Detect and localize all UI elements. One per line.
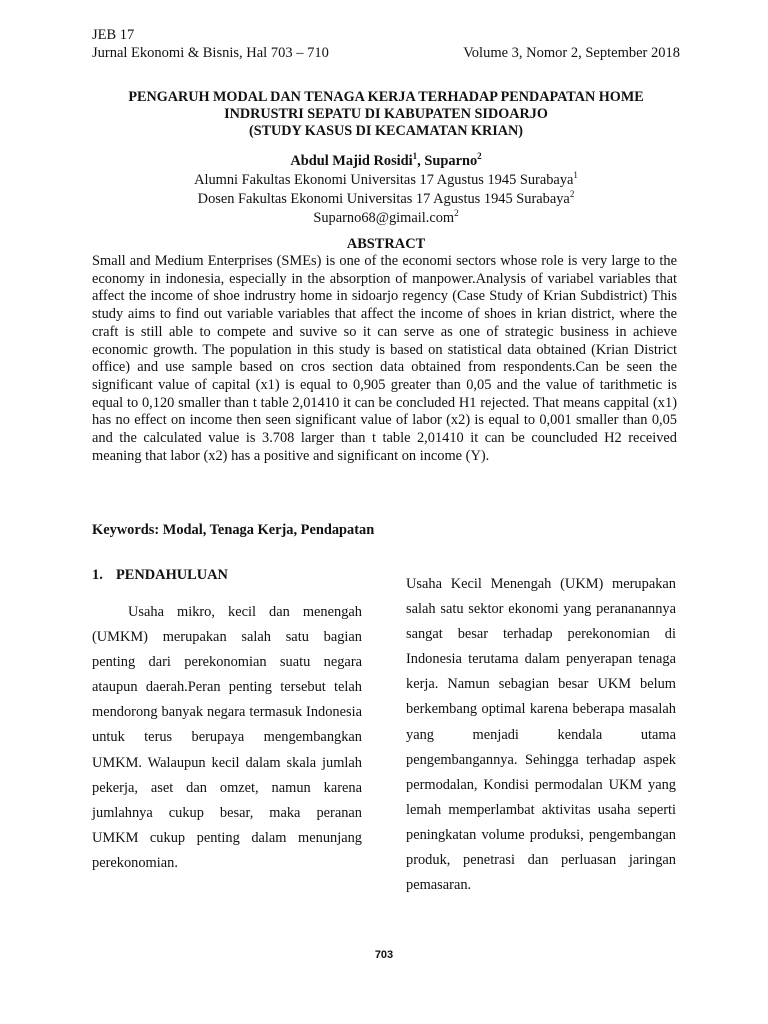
section-title: PENDAHULUAN xyxy=(116,567,228,583)
author-1-sup: 1 xyxy=(412,151,418,162)
author-names xyxy=(92,152,680,171)
section-heading xyxy=(92,567,362,584)
left-column xyxy=(92,567,362,876)
affiliation-2-sup: 2 xyxy=(569,189,575,200)
email-sup: 2 xyxy=(454,208,459,219)
author-email xyxy=(92,209,680,228)
section-number: 1. xyxy=(92,567,103,583)
affiliation-1-sup: 1 xyxy=(573,170,578,181)
intro-paragraph-right: Usaha Kecil Menengah (UKM) merupakan salah satu sektor ekonomi yang perananannya sangat besar terhadap perekonomian di Indonesia terutama dalam penyerapan tenaga kerja. Namun sebagian besar UKM belum berkembang optimal karena beberapa masalah yang menjadi kendala utama pengembangannya. Sehingga terhadap aspek permodalan, Kondisi permodalan UKM yang lemah memperlambat aktivitas usaha seperti peningkatan volume produksi, pengembangan produk, penetrasi dan perluasan jaringan pemasaran. xyxy=(406,576,676,894)
journal-code: JEB 17 xyxy=(92,27,135,43)
abstract-heading: ABSTRACT xyxy=(346,236,426,252)
affiliation-1 xyxy=(92,171,680,190)
affiliation-2-text: Dosen Fakultas Ekonomi Universitas 17 Agustus 1945 Surabaya xyxy=(197,191,570,207)
title-line-1: PENGARUH MODAL DAN TENAGA KERJA TERHADAP PENDAPATAN HOME xyxy=(128,89,644,105)
volume-info: Volume 3, Nomor 2, September 2018 xyxy=(463,45,680,61)
author-block xyxy=(92,152,680,228)
title-line-3: (STUDY KASUS DI KECAMATAN KRIAN) xyxy=(248,123,524,139)
author-1-name: Abdul Majid Rosidi xyxy=(290,153,413,169)
email-text: Suparno68@gimail.com xyxy=(313,210,455,226)
keywords: Keywords: Modal, Tenaga Kerja, Pendapatan xyxy=(92,522,375,538)
right-column xyxy=(406,572,676,898)
title-line-2: INDRUSTRI SEPATU DI KABUPATEN SIDOARJO xyxy=(224,106,548,122)
paper-title xyxy=(92,89,680,140)
author-2-sup: 2 xyxy=(477,151,482,162)
running-header xyxy=(92,26,680,62)
author-2-name: Suparno xyxy=(424,153,478,169)
journal-line: Jurnal Ekonomi & Bisnis, Hal 703 – 710 xyxy=(92,45,329,61)
affiliation-1-text: Alumni Fakultas Ekonomi Universitas 17 Agustus 1945 Surabaya xyxy=(194,172,574,188)
page-number: 703 xyxy=(374,949,394,961)
affiliation-2 xyxy=(92,190,680,209)
abstract-body: Small and Medium Enterprises (SMEs) is one of the economi sectors whose role is very large to the economy in indonesia, especially in the absorption of manpower.Analysis of variabel variables that affect the income of shoe indrustry home in sidoarjo regency (Case Study of Krian Subdistrict) This study aims to find out variable variables that affect the income of shoes in krian district, where the craft is still able to compete and suvive so it can serve as one of strategic business in achieve economic growth. The population in this study is based on statistical data obtained (Krian District office) and use sample based on cros section data obtained from respondents.Can be seen the significant value of capital (x1) is equal to 0,905 greater than 0,05 and the value of tarithmetic is equal to 0,120 smaller than t table 2,01410 it can be concluded H1 rejected. That means cappital (x1) has no effect on income then seen significant value of labor (x2) is equal to 0,001 smaller than 0,05 and the calculated value is 3.708 larger than t table 2,01410 it can be councluded H2 received meaning that labor (x2) has a positive and significant on income (Y). xyxy=(92,253,677,464)
author-separator: , xyxy=(417,153,425,169)
intro-paragraph-left: Usaha mikro, kecil dan menengah (UMKM) merupakan salah satu bagian penting dari perekonomian suatu negara ataupun daerah.Peran penting tersebut telah mendorong banyak negara termasuk Indonesia untuk terus berupaya mengembangkan UMKM. Walaupun kecil dalam skala jumlah pekerja, aset dan omzet, namun karena jumlahnya cukup besar, maka peranan UMKM cukup penting dalam menunjang perekonomian. xyxy=(92,604,362,871)
